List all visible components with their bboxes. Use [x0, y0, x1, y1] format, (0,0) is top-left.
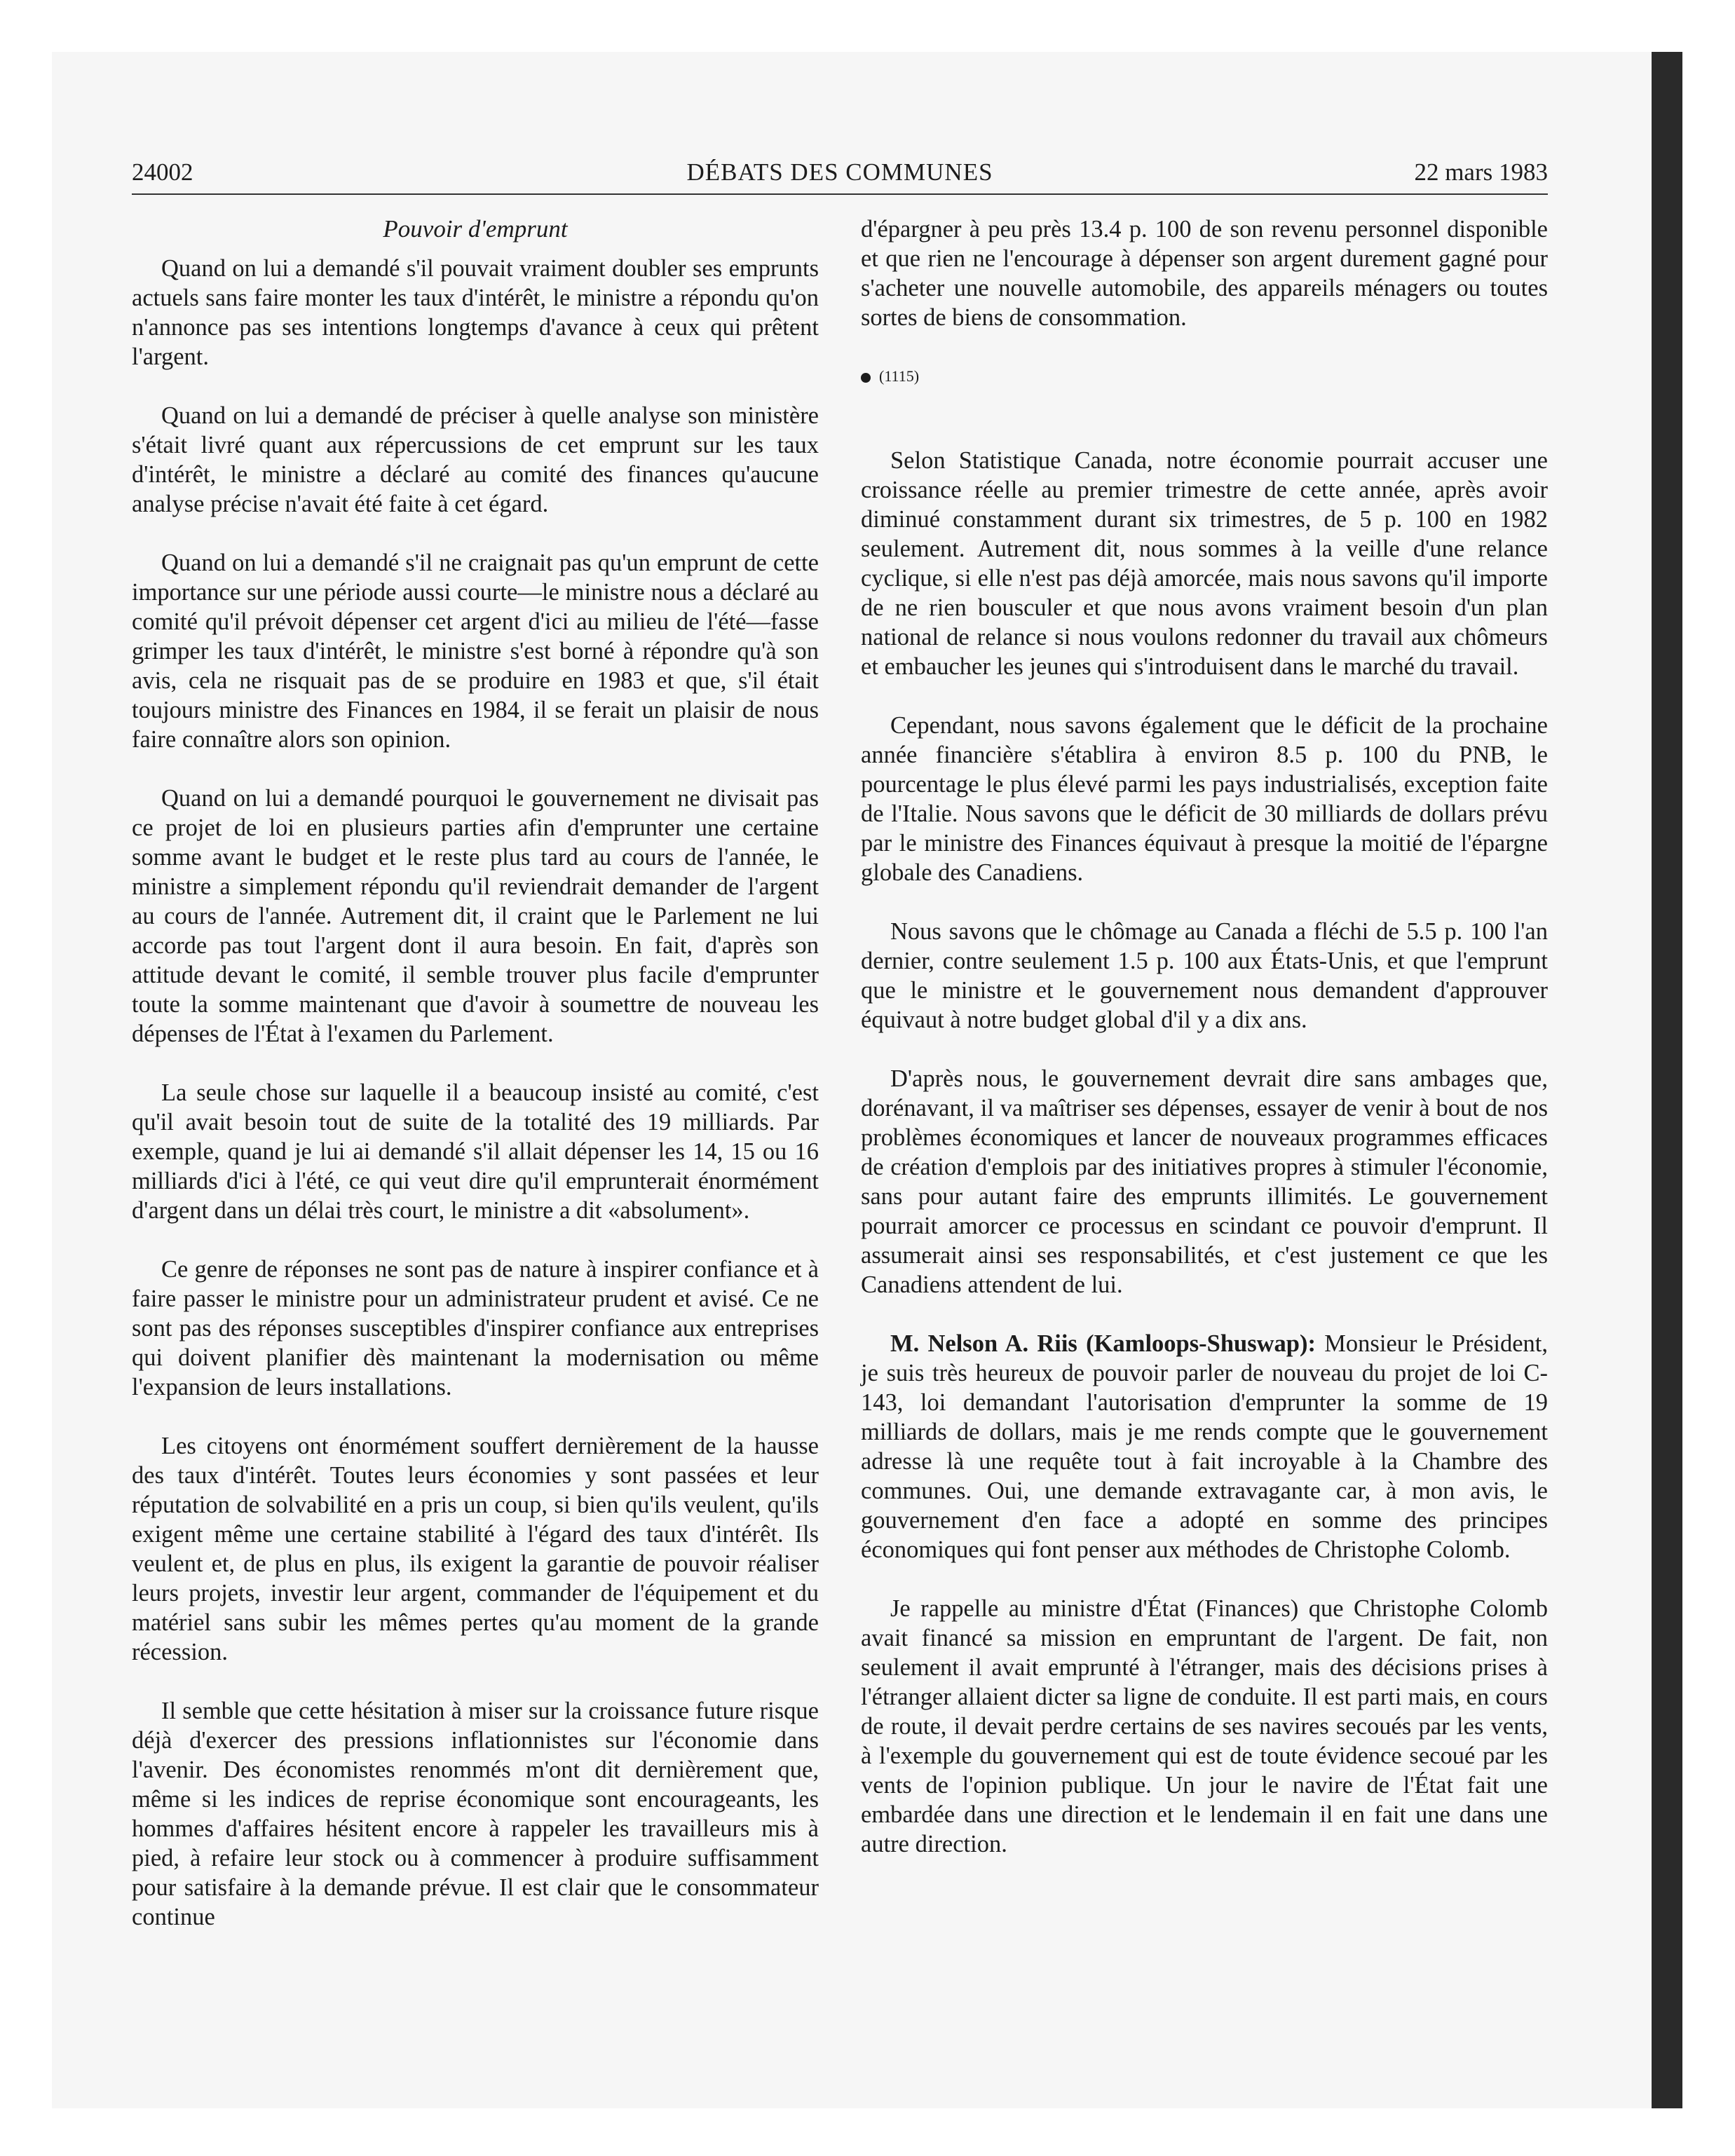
continued-paragraph: d'épargner à peu près 13.4 p. 100 de son revenu personnel disponible et que rien ne l'encourage à dépenser son argent durement gagné pour s'acheter une nouvelle automobile, des appareils ménagers ou toutes sortes de biens de consommation. — [861, 216, 1548, 331]
paragraph: Quand on lui a demandé s'il pouvait vraiment doubler ses emprunts actuels sans faire monter les taux d'intérêt, le ministre a répondu qu'on n'annonce pas ses intentions longtemps d'avance à ceux qui prêtent l'argent. — [132, 255, 819, 370]
speaker-name: M. Nelson A. Riis (Kamloops-Shuswap): — [890, 1330, 1316, 1357]
paragraph: La seule chose sur laquelle il a beaucoup insisté au comité, c'est qu'il avait besoin tout de suite de la totalité des 19 milliards. Par exemple, quand je lui ai demandé s'il allait dépenser les 14, 15 ou 16 milliards d'ici à l'été, ce qui veut dire qu'il emprunterait énormément d'argent dans un délai très court, le ministre a dit «absolument». — [132, 1079, 819, 1224]
paragraph: Je rappelle au ministre d'État (Finances) que Christophe Colomb avait financé sa mission en empruntant de l'argent. De fait, non seulement il avait emprunté à l'étranger, mais des décisions prises à l'étranger allaient dicter sa ligne de conduite. Il est parti mais, en cours de route, il devait perdre certains de ses navires secoués par les vents, à l'exemple du gouvernement qui est de toute évidence secoué par les vents de l'opinion publique. Un jour le navire de l'État fait une embardée dans une direction et le lendemain il en fait une dans une autre direction. — [861, 1595, 1548, 1857]
section-subheading: Pouvoir d'emprunt — [383, 215, 568, 243]
bullet-dot-icon — [861, 373, 871, 383]
scan-edge-shadow — [1652, 52, 1682, 2108]
paragraph: Les citoyens ont énormément souffert dernièrement de la hausse des taux d'intérêt. Toutes leurs économies y sont passées et leur réputation de solvabilité en a pris un coup, si bien qu'ils veulent, qu'ils exigent même une certaine stabilité à l'égard des taux d'intérêt. Ils veulent et, de plus en plus, ils exigent la garantie de pouvoir réaliser leurs projets, investir leur argent, commander de l'équipement et du matériel sans subir les mêmes pertes qu'au moment de la grande récession. — [132, 1433, 819, 1665]
paragraph: Quand on lui a demandé pourquoi le gouvernement ne divisait pas ce projet de loi en plusieurs parties afin d'emprunter une certaine somme avant le budget et le reste plus tard au cours de l'année, le ministre a simplement répondu qu'il reviendrait demander de l'argent au cours de l'année. Autrement dit, il craint que le Parlement ne lui accorde pas tout l'argent dont il aura besoin. En fait, d'après son attitude devant le comité, il semble trouver plus facile d'emprunter toute la somme maintenant que d'avoir à soumettre de nouveau les dépenses de l'État à l'examen du Parlement. — [132, 785, 819, 1047]
speech-paragraph — [861, 1329, 1548, 1564]
page-header — [132, 158, 1548, 199]
publication-title: DÉBATS DES COMMUNES — [686, 158, 993, 186]
paragraph: Ce genre de réponses ne sont pas de nature à inspirer confiance et à faire passer le ministre pour un administrateur prudent et avisé. Ce ne sont pas des réponses susceptibles d'inspirer confiance aux entreprises qui doivent planifier dès maintenant la modernisation ou même l'expansion de leurs installations. — [132, 1256, 819, 1400]
header-rule — [132, 193, 1548, 195]
left-column — [132, 214, 819, 1961]
paragraph: Il semble que cette hésitation à miser sur la croissance future risque déjà d'exercer des pressions inflationnistes sur l'économie dans l'avenir. Des économistes renommés m'ont dit dernièrement que, même si les indices de reprise économique sont encourageants, les hommes d'affaires hésitent encore à rappeler les travailleurs mis à pied, à refaire leur stock ou à commencer à produire suffisamment pour satisfaire à la demande prévue. Il est clair que le consommateur continue — [132, 1698, 819, 1930]
right-column — [861, 214, 1548, 1888]
publication-date: 22 mars 1983 — [1414, 158, 1548, 186]
paragraph: Cependant, nous savons également que le déficit de la prochaine année financière s'établira à environ 8.5 p. 100 du PNB, le pourcentage le plus élevé parmi les pays industrialisés, exception faite de l'Italie. Nous savons que le déficit de 30 milliards de dollars prévu par le ministre des Finances équivaut à presque la moitié de l'épargne globale des Canadiens. — [861, 712, 1548, 886]
paragraph: Nous savons que le chômage au Canada a fléchi de 5.5 p. 100 l'an dernier, contre seulement 1.5 p. 100 aux États-Unis, et que l'emprunt que le ministre et le gouvernement nous demandent d'approuver équivaut à notre budget global d'il y a dix ans. — [861, 918, 1548, 1033]
time-marker — [861, 362, 1548, 391]
paragraph: D'après nous, le gouvernement devrait dire sans ambages que, dorénavant, il va maîtriser ses dépenses, essayer de venir à bout de nos problèmes économiques et lancer de nouveaux programmes efficaces de création d'emplois par des initiatives propres à stimuler l'économie, sans pour autant faire des emprunts illimités. Le gouvernement pourrait amorcer ce processus en scindant ce pouvoir d'emprunt. Il assumerait ainsi ses responsabilités, et c'est justement ce que les Canadiens attendent de lui. — [861, 1065, 1548, 1298]
paragraph: Selon Statistique Canada, notre économie pourrait accuser une croissance réelle au premier trimestre de cette année, après avoir diminué constamment durant six trimestres, de 5 p. 100 en 1982 seulement. Autrement dit, nous sommes à la veille d'une relance cyclique, si elle n'est pas déjà amorcée, mais nous savons qu'il importe de ne rien bousculer et que nous avons vraiment besoin d'un plan national de relance si nous voulons redonner du travail aux chômeurs et embaucher les jeunes qui s'introduisent dans le marché du travail. — [861, 447, 1548, 680]
paragraph: Quand on lui a demandé de préciser à quelle analyse son ministère s'était livré quant aux répercussions de cet emprunt sur les taux d'intérêt, le ministre a déclaré au comité des finances qu'aucune analyse précise n'avait été faite à cet égard. — [132, 402, 819, 517]
speech-text: Monsieur le Président, je suis très heureux de pouvoir parler de nouveau du projet de loi C-143, loi demandant l'autorisation d'emprunter la somme de 19 milliards de dollars, mais je me rends compte que le gouvernement adresse là une requête tout à fait incroyable à la Chambre des communes. Oui, une demande extravagante car, à mon avis, le gouvernement d'en face a adopté en somme des principes économiques qui font penser aux méthodes de Christophe Colomb. — [861, 1330, 1548, 1563]
paragraph: Quand on lui a demandé s'il ne craignait pas qu'un emprunt de cette importance sur une période aussi courte—le ministre nous a déclaré au comité qu'il prévoit dépenser cet argent d'ici au milieu de l'été—fasse grimper les taux d'intérêt, le ministre s'est borné à répondre qu'à son avis, cela ne risquait pas de se produire en 1983 et que, s'il était toujours ministre des Finances en 1984, il se ferait un plaisir de nous faire connaître alors son opinion. — [132, 550, 819, 753]
document-page — [132, 158, 1548, 1930]
time-marker-label: (1115) — [879, 367, 920, 385]
page-number: 24002 — [132, 158, 193, 186]
